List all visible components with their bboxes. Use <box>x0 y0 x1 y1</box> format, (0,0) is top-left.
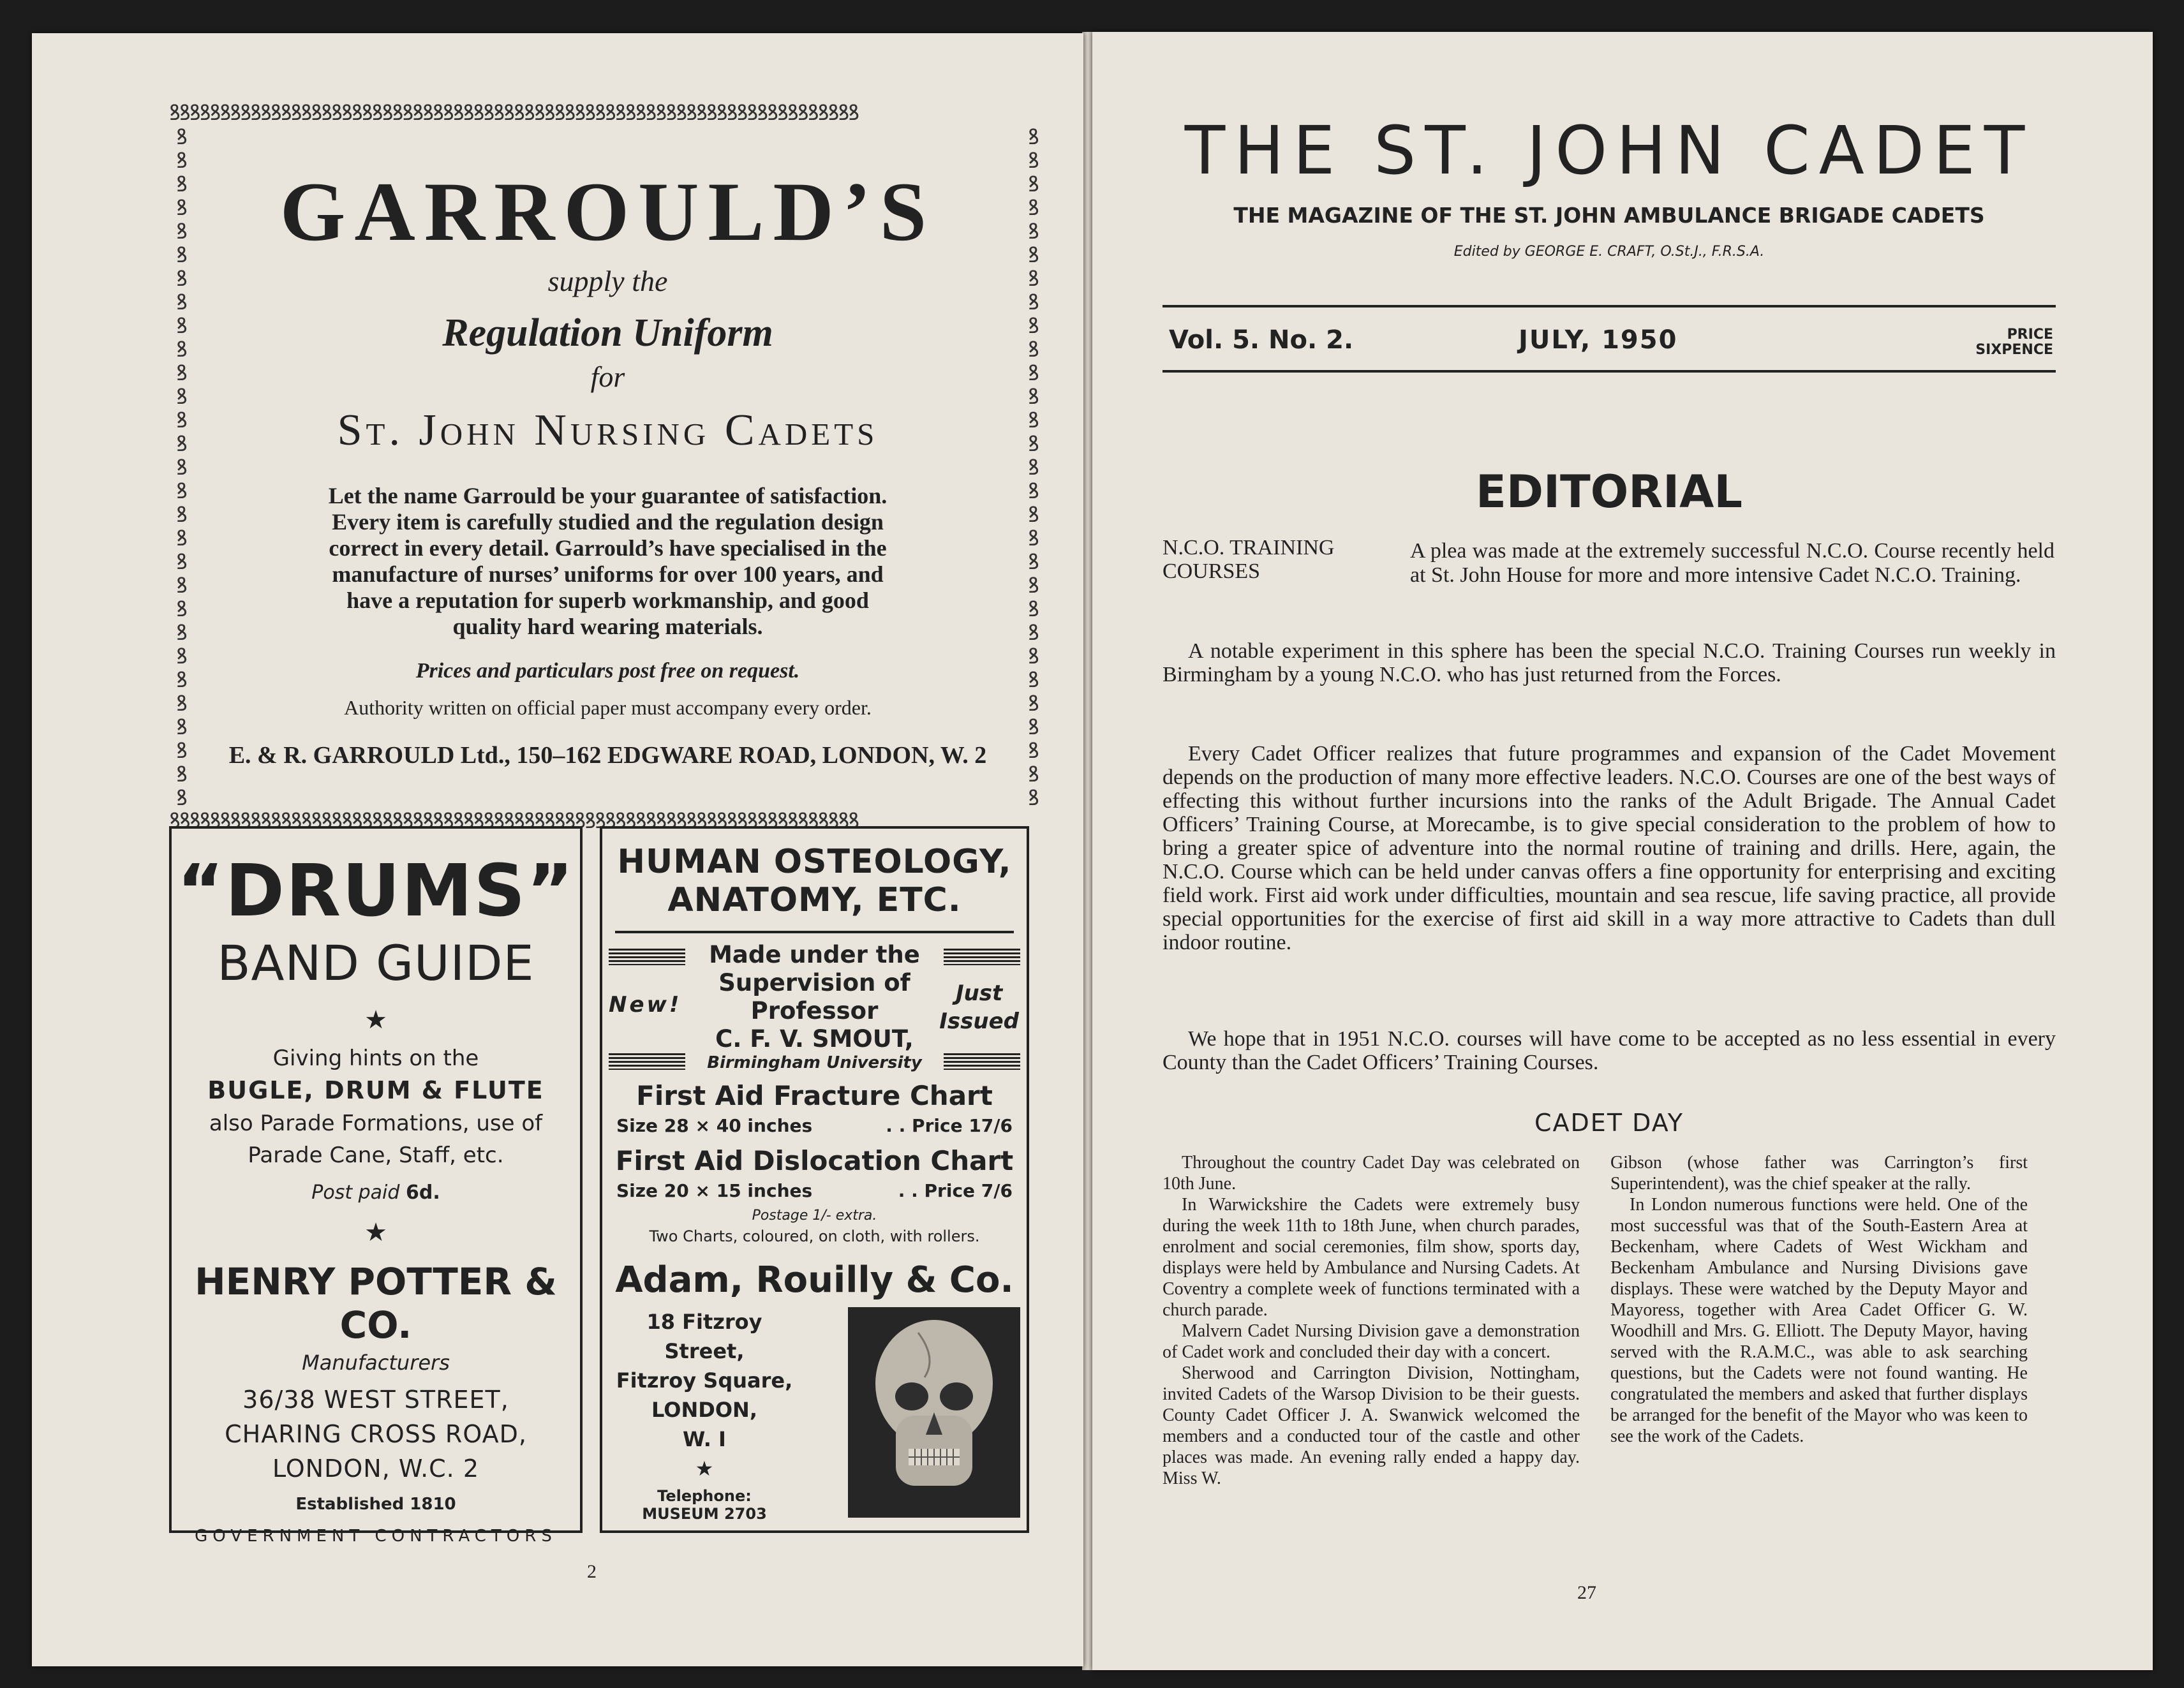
decorative-lines <box>609 949 685 965</box>
ornamental-border-bottom: ꝸꝸꝸꝸꝸꝸꝸꝸꝸꝸꝸꝸꝸꝸꝸꝸꝸꝸꝸꝸꝸꝸꝸꝸꝸꝸꝸꝸꝸꝸꝸꝸꝸꝸꝸꝸꝸꝸꝸꝸꝸꝸꝸꝸꝸꝸꝸꝸꝸꝸꝸꝸꝸꝸꝸꝸꝸꝸꝸꝸꝸꝸꝸꝸꝸꝸꝸꝸ <box>169 808 859 834</box>
cadet-day-column-left <box>1163 1152 1580 1489</box>
skull-photo <box>848 1307 1020 1518</box>
government-contractors: GOVERNMENT CONTRACTORS <box>195 1527 557 1546</box>
decorative-lines <box>609 1053 685 1070</box>
drums-post-paid <box>172 1181 580 1204</box>
address-line: LONDON, W.C. 2 <box>272 1455 480 1483</box>
side-heading-line: N.C.O. TRAINING <box>1163 536 1335 559</box>
garrould-authority-line: Authority written on official paper must accompany every order. <box>344 696 872 719</box>
editor-line: Edited by GEORGE E. CRAFT, O.St.J., F.R.S.A. <box>1453 244 1765 260</box>
cadet-day-heading: CADET DAY <box>1534 1109 1684 1137</box>
henry-potter-address <box>172 1382 580 1486</box>
new-label: New! <box>609 992 682 1018</box>
column-paragraph: In Warwickshire the Cadets were extremely busy during the week 11th to 18th June, when church parades, enrolment and social ceremonies, film show, sports day, displays were held by Ambulance and Nursing Cadets. At Coventry a complete week of functions terminated with a church parade. <box>1163 1195 1580 1320</box>
page-number: 27 <box>1577 1582 1596 1603</box>
star-icon: ★ <box>695 1456 714 1481</box>
address-line: CHARING CROSS ROAD, <box>225 1420 527 1448</box>
issue-price <box>1975 327 2053 358</box>
rule-bottom <box>1163 370 2056 373</box>
volume-number: Vol. 5. No. 2. <box>1169 325 1354 355</box>
dislocation-chart-title: First Aid Dislocation Chart <box>615 1145 1014 1176</box>
telephone-number: MUSEUM 2703 <box>642 1505 767 1523</box>
telephone-label: Telephone: <box>657 1487 752 1505</box>
just-issued-label <box>939 979 1019 1035</box>
divider <box>615 931 1014 933</box>
address-line: LONDON, <box>651 1398 757 1422</box>
side-heading-line: COURSES <box>1163 559 1261 583</box>
fracture-chart-title: First Aid Fracture Chart <box>636 1080 993 1111</box>
drums-hint-line: Parade Cane, Staff, etc. <box>248 1143 504 1168</box>
garrould-for-line: for <box>590 360 625 393</box>
chart-price: . . Price 17/6 <box>886 1115 1013 1136</box>
made-under-text <box>679 941 950 1072</box>
garrould-title: GARROULD’S <box>279 165 936 258</box>
osteology-contact-block <box>602 1307 1027 1523</box>
drums-band-guide-advertisement <box>169 826 583 1546</box>
osteology-title-line: ANATOMY, ETC. <box>667 881 962 919</box>
address-line: 18 Fitzroy Street, <box>646 1310 762 1363</box>
garrould-nursing-cadets: St. John Nursing Cadets <box>337 406 879 455</box>
editorial-paragraph: A notable experiment in this sphere has been the special N.C.O. Training Courses run weekly in Birmingham by a young N.C.O. who has just returned from the Forces. <box>1163 639 2056 686</box>
ornamental-border-left: ꝸ ꝸ ꝸ ꝸ ꝸ ꝸ ꝸ ꝸ ꝸ ꝸ ꝸ ꝸ ꝸ ꝸ ꝸ ꝸ ꝸ ꝸ ꝸ ꝸ ꝸ ꝸ ꝸ ꝸ ꝸ ꝸ ꝸ ꝸ ꝸ <box>176 126 188 808</box>
band-guide-subtitle: BAND GUIDE <box>217 935 535 991</box>
chart-size: Size 28 × 40 inches <box>616 1115 813 1136</box>
garrould-address: E. & R. GARROULD Ltd., 150–162 EDGWARE ROAD, LONDON, W. 2 <box>228 742 987 769</box>
fracture-chart-size <box>602 1115 1027 1136</box>
star-icon: ★ <box>364 1218 387 1247</box>
rule-top <box>1163 305 2056 307</box>
editorial-heading: EDITORIAL <box>1476 466 1742 518</box>
adam-rouilly-company: Adam, Rouilly & Co. <box>615 1259 1014 1301</box>
price-value: SIXPENCE <box>1975 342 2053 358</box>
decorative-lines <box>944 949 1020 965</box>
osteology-title <box>602 843 1027 919</box>
just-issued-line: Issued <box>939 1009 1019 1034</box>
just-issued-line: Just <box>955 981 1003 1006</box>
drums-description <box>172 1042 580 1171</box>
made-line: Professor <box>750 997 879 1025</box>
two-charts-line: Two Charts, coloured, on cloth, with rollers. <box>649 1227 980 1245</box>
post-paid-price: 6d. <box>405 1181 440 1204</box>
chart-size: Size 20 × 15 inches <box>616 1180 813 1201</box>
issue-date: JULY, 1950 <box>1519 325 1678 355</box>
osteology-made-block <box>602 941 1027 1075</box>
garrould-prices-line: Prices and particulars post free on request. <box>415 659 800 683</box>
column-paragraph: Gibson (whose father was Carrington’s first Superintendent), was the chief speaker at the rally. <box>1610 1153 2028 1194</box>
postage-line: Postage 1/- extra. <box>752 1208 877 1224</box>
side-heading <box>1163 536 1373 583</box>
skull-icon <box>848 1307 1020 1518</box>
column-paragraph: Malvern Cadet Nursing Division gave a demonstration of Cadet work and concluded their day with a concert. <box>1163 1321 1580 1362</box>
cadet-day-column-right <box>1610 1152 2028 1447</box>
garrould-body-text: Let the name Garrould be your guarantee of satisfaction. Every item is carefully studied and the regulation design correct in every detail. Garrould’s have specialised in the manufacture of nurses’ uniforms for over 100 years, and have a reputation for superb workmanship, and good quality hard wearing materials. <box>328 483 888 639</box>
page-number: 2 <box>587 1561 597 1582</box>
garrould-advertisement <box>169 100 1046 834</box>
henry-potter-company: HENRY POTTER & CO. <box>195 1260 557 1347</box>
column-paragraph: Sherwood and Carrington Division, Nottingham, invited Cadets of the Warsop Division to be their guests. County Cadet Officer J. A. Swanwick welcomed the members and a conducted tour of the castle and other places was made. An evening rally ended a happy day. Miss W. <box>1163 1363 1580 1488</box>
decorative-lines <box>944 1053 1020 1070</box>
ornamental-border-right: ꝸ ꝸ ꝸ ꝸ ꝸ ꝸ ꝸ ꝸ ꝸ ꝸ ꝸ ꝸ ꝸ ꝸ ꝸ ꝸ ꝸ ꝸ ꝸ ꝸ ꝸ ꝸ ꝸ ꝸ ꝸ ꝸ ꝸ ꝸ ꝸ <box>1028 126 1039 808</box>
adam-rouilly-address <box>609 1307 800 1523</box>
column-paragraph: Throughout the country Cadet Day was celebrated on 10th June. <box>1163 1153 1580 1194</box>
made-line: Supervision of <box>718 969 910 996</box>
osteology-title-line: HUMAN OSTEOLOGY, <box>617 843 1012 881</box>
drums-hint-line: Giving hints on the <box>272 1046 479 1071</box>
masthead-subtitle: THE MAGAZINE OF THE ST. JOHN AMBULANCE BRIGADE CADETS <box>1233 203 1985 228</box>
column-paragraph: In London numerous functions were held. One of the most successful was that of the South-Eastern Area at Beckenham, where Cadets of West Wickham and Beckenham Ambulance and Nursing Divisions gave displays. These were watched by the Deputy Mayor and Mayoress, together with Area Cadet Officer G. W. Woodhill and Mrs. G. Elliott. The Deputy Mayor, having served with the R.A.M.C., was able to ask searching questions, but the Cadets were not found wanting. He congratulated the members and asked that further displays be arranged for the benefit of the Mayor who was keen to see the work of the Cadets. <box>1610 1195 2028 1446</box>
osteology-advertisement <box>600 826 1029 1533</box>
ornamental-border-top: ꝸꝸꝸꝸꝸꝸꝸꝸꝸꝸꝸꝸꝸꝸꝸꝸꝸꝸꝸꝸꝸꝸꝸꝸꝸꝸꝸꝸꝸꝸꝸꝸꝸꝸꝸꝸꝸꝸꝸꝸꝸꝸꝸꝸꝸꝸꝸꝸꝸꝸꝸꝸꝸꝸꝸꝸꝸꝸꝸꝸꝸꝸꝸꝸꝸꝸꝸꝸ <box>169 100 859 126</box>
established-line: Established 1810 <box>295 1495 456 1514</box>
left-page <box>32 33 1083 1666</box>
price-label: PRICE <box>2007 327 2053 343</box>
manufacturers-label: Manufacturers <box>302 1351 450 1375</box>
made-line: Birmingham University <box>707 1053 922 1072</box>
made-line: Made under the <box>709 941 920 968</box>
star-icon: ★ <box>364 1005 387 1035</box>
address-line: W. I <box>683 1427 726 1451</box>
editorial-paragraph: A plea was made at the extremely successful N.C.O. Course recently held at St. John House for more and more intensive Cadet N.C.O. Training. <box>1410 539 2054 587</box>
right-page <box>1092 32 2153 1670</box>
garrould-supply-line: supply the <box>547 265 668 297</box>
editorial-paragraph: Every Cadet Officer realizes that future programmes and expansion of the Cadet Movement depends on the production of many more effective leaders. N.C.O. Courses are one of the best ways of effecting this without further incursions into the ranks of the Adult Brigade. The Annual Cadet Officers’ Training Course, at Morecambe, is to give special consideration to the problem of how to bring a greater spice of adventure into the normal routine of training and drills. Here, again, the N.C.O. Course which can be held under canvas offers a fine opportunity for enterprising and exciting field work. First aid work under difficulties, mountain and sea rescue, life saving practice, all provide special opportunities for the exercise of first aid skill in a way more attractive to Cadets than dull indoor routine. <box>1163 742 2056 954</box>
telephone <box>609 1487 800 1523</box>
address-line: Fitzroy Square, <box>616 1368 793 1393</box>
chart-price: . . Price 7/6 <box>898 1180 1013 1201</box>
drums-title: “DRUMS” <box>177 850 575 933</box>
post-paid-label: Post paid <box>311 1181 400 1204</box>
garrould-regulation-uniform: Regulation Uniform <box>442 311 773 355</box>
editorial-paragraph: We hope that in 1951 N.C.O. courses will have come to be accepted as no less essential in every County than the Cadet Officers’ Training Courses. <box>1163 1027 2056 1074</box>
dislocation-chart-size <box>602 1180 1027 1201</box>
made-line: C. F. V. SMOUT, <box>715 1025 914 1053</box>
masthead-title: THE ST. JOHN CADET <box>1184 112 2034 189</box>
drums-instruments: BUGLE, DRUM & FLUTE <box>207 1076 544 1104</box>
address-line: 36/38 WEST STREET, <box>242 1386 509 1414</box>
drums-hint-line: also Parade Formations, use of <box>209 1111 543 1136</box>
